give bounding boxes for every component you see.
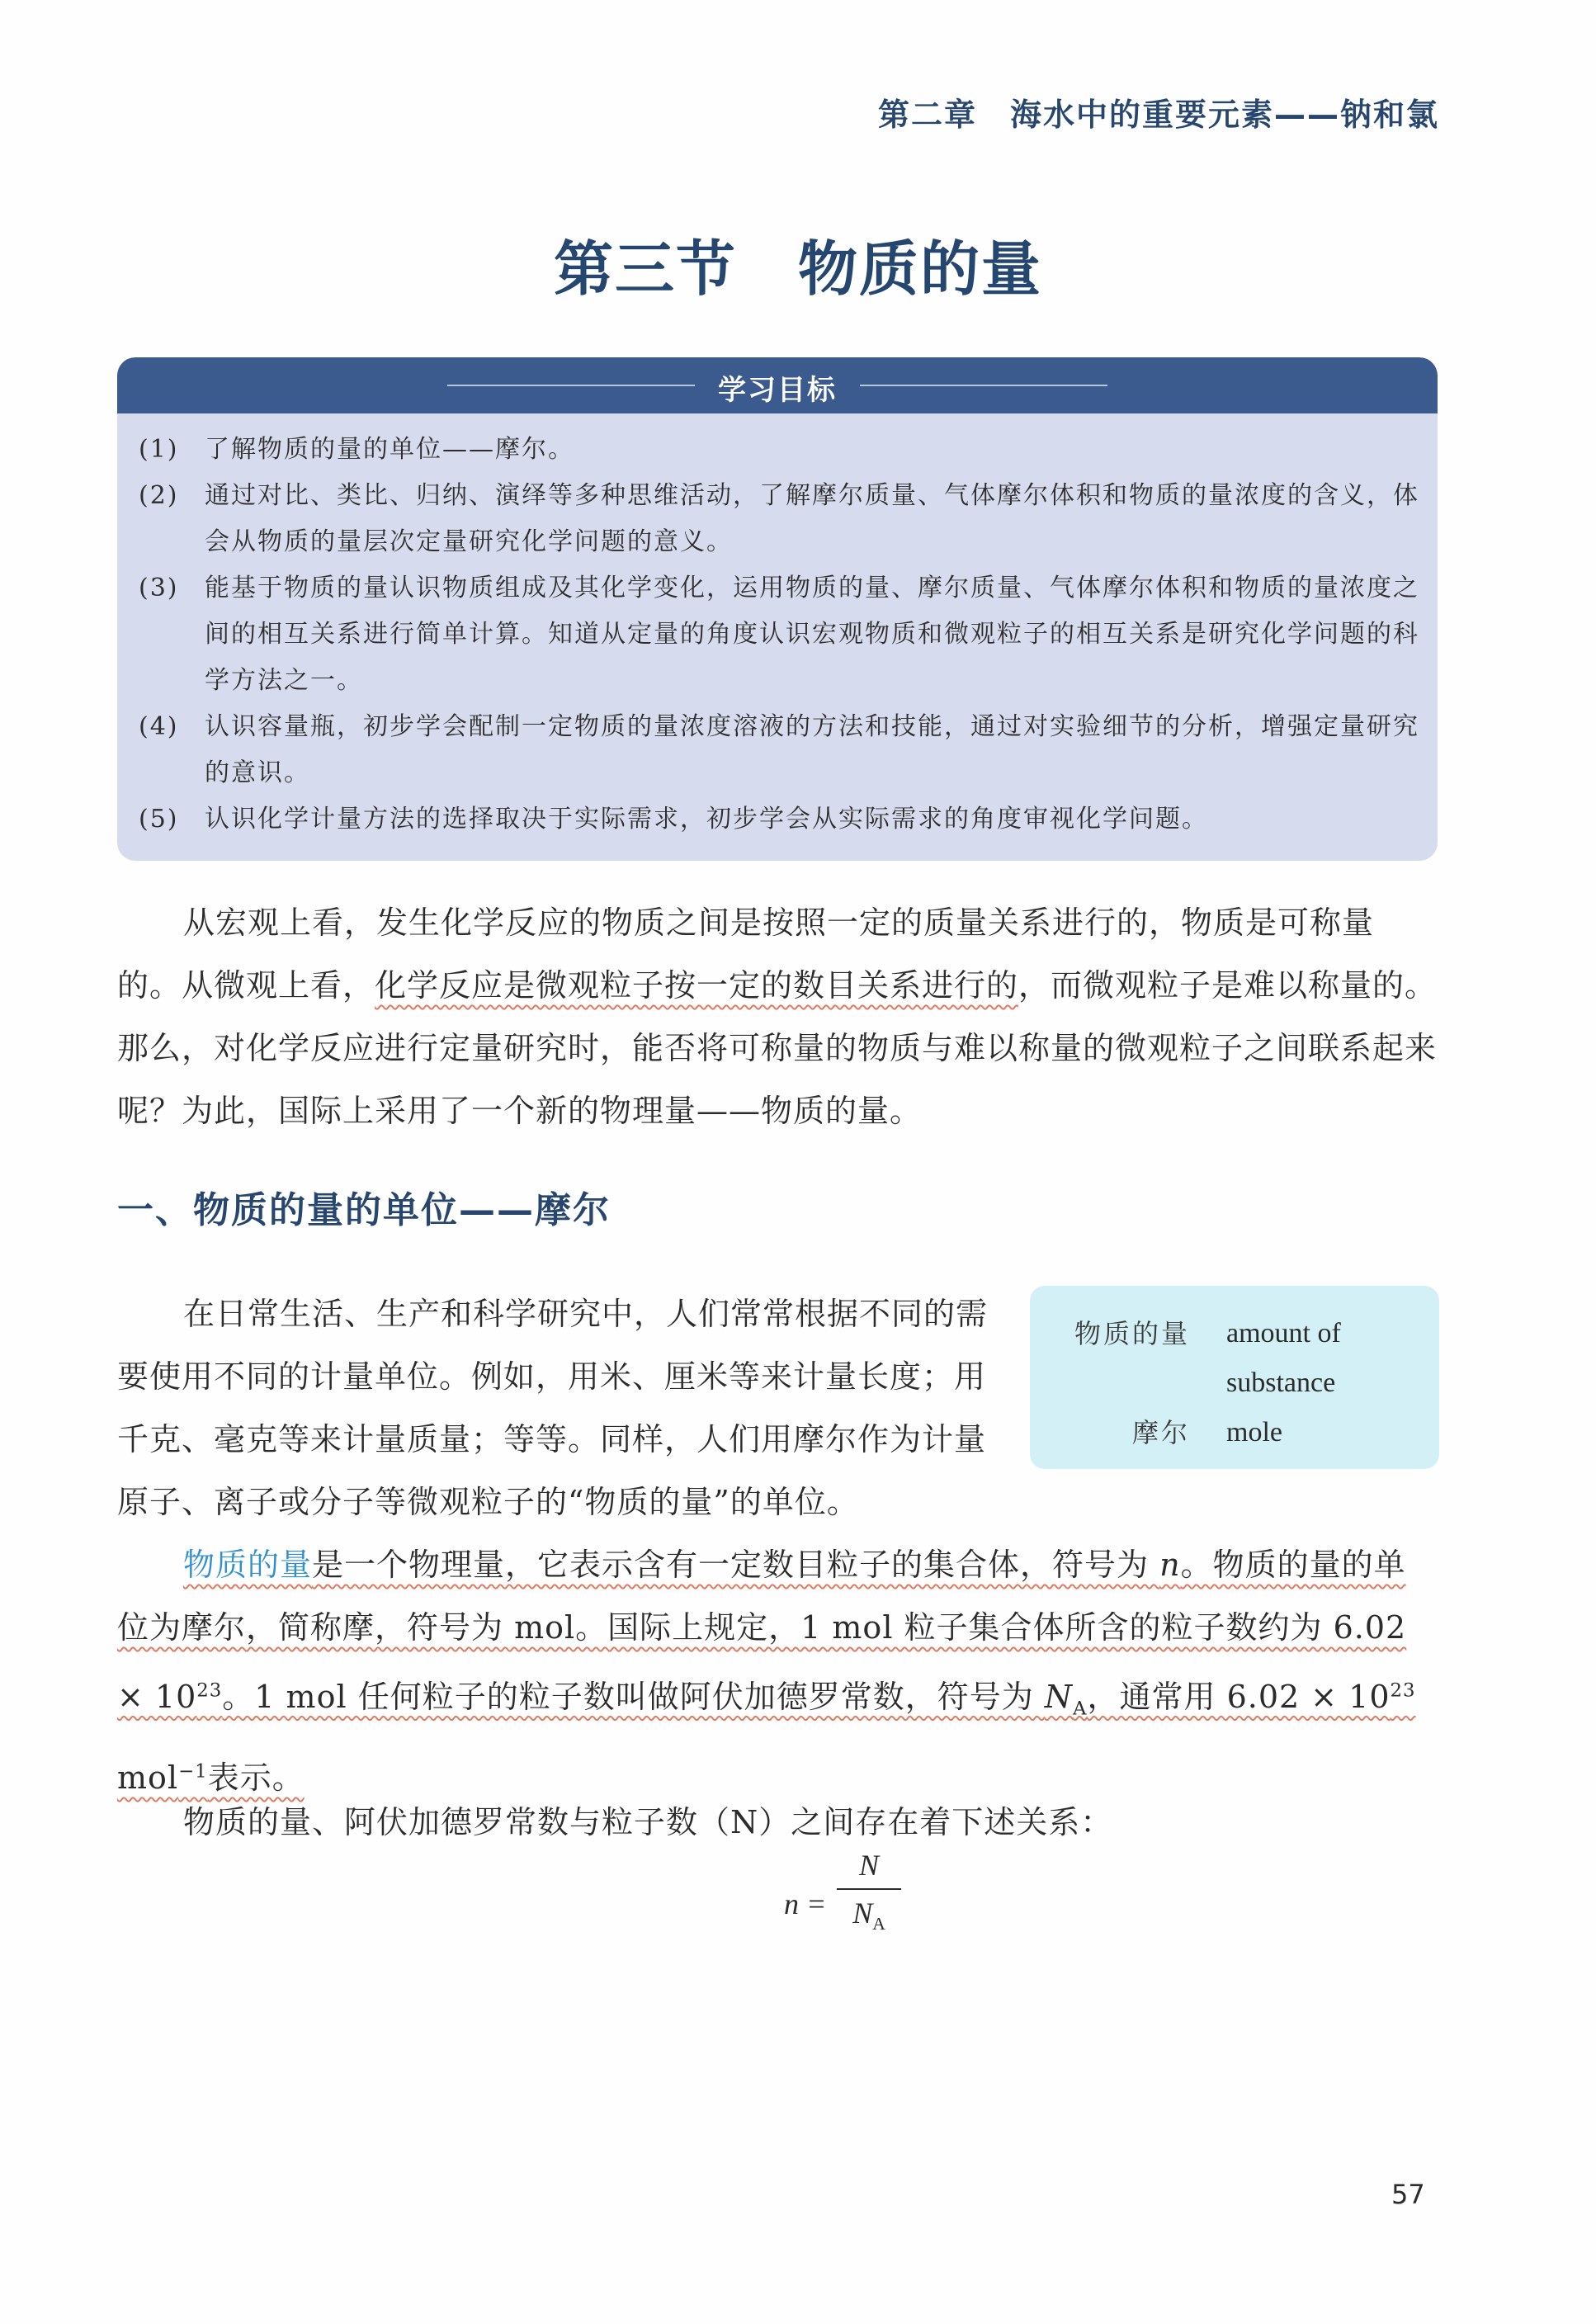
goal-number: (5) (139, 805, 179, 834)
def-part-d: ，通常用 6.02 × 10 (1087, 1678, 1391, 1715)
glossary-row (1030, 1309, 1439, 1358)
goal-number: (1) (139, 435, 179, 464)
formula-denominator (837, 1890, 901, 1936)
goal-text: 认识容量瓶，初步学会配制一定物质的量浓度溶液的方法和技能，通过对实验细节的分析，增强定量研究的意识。 (205, 712, 1419, 787)
formula-numerator: N (858, 1849, 879, 1882)
page-number: 57 (1391, 2179, 1425, 2210)
goal-number: (3) (139, 574, 179, 602)
glossary-cn: 摩尔 (1131, 1417, 1190, 1448)
def-part-c: 。1 mol 任何粒子的粒子数叫做阿伏加德罗常数，符号为 (222, 1678, 1045, 1715)
goal-text: 通过对比、类比、归纳、演绎等多种思维活动，了解摩尔质量、气体摩尔体积和物质的量浓度的含义，体会从物质的量层次定量研究化学问题的意义。 (205, 481, 1419, 556)
intro-paragraph (117, 891, 1438, 1142)
exponent-minus-1: −1 (178, 1760, 208, 1783)
den-sub-A: A (872, 1914, 885, 1934)
goal-item (139, 565, 1421, 704)
goal-text: 认识化学计量方法的选择取决于实际需求，初步学会从实际需求的角度审视化学问题。 (205, 805, 1208, 834)
term-amount-of-substance: 物质的量 (183, 1547, 313, 1583)
formula-fraction (837, 1842, 901, 1936)
goal-item (139, 796, 1421, 843)
exponent-23b: 23 (1390, 1679, 1416, 1701)
section-title: 第三节 物质的量 (553, 234, 1042, 304)
goal-number: (2) (139, 481, 179, 510)
def-part-f: 表示。 (207, 1759, 305, 1796)
symbol-N: N (1044, 1678, 1074, 1715)
heading-mole-unit: 一、物质的量的单位——摩尔 (117, 1189, 611, 1231)
glossary-row (1030, 1408, 1439, 1457)
formula-lhs: n = (784, 1887, 827, 1920)
definition-paragraph (117, 1533, 1438, 1809)
den-N: N (852, 1897, 873, 1930)
units-paragraph: 在日常生活、生产和科学研究中，人们常常根据不同的需要使用不同的计量单位。例如，用米、厘米等来计量长度；用千克、毫克等来计量质量；等等。同样，人们用摩尔作为计量原子、离子或分子等微观粒子的“物质的量”的单位。 (117, 1296, 989, 1520)
exponent-23: 23 (196, 1679, 223, 1701)
intro-emphasis: 化学反应是微观粒子按一定的数目关系进行的 (375, 967, 1019, 1004)
intro-text-a: 从宏观上看，发生化学反应的物质之间是按照一定的质量关系进行的，物质是可称量的。从微观上看， (117, 905, 1375, 1004)
goal-number: (4) (139, 712, 179, 741)
relation-paragraph: 物质的量、阿伏加德罗常数与粒子数（N）之间存在着下述关系： (183, 1804, 1113, 1840)
header-rule-right (860, 385, 1107, 386)
glossary-row (1030, 1358, 1439, 1408)
learning-goals-box (117, 357, 1438, 861)
glossary-box (1030, 1286, 1439, 1469)
def-part-e: mol (117, 1759, 179, 1796)
glossary-en: amount of (1226, 1318, 1341, 1349)
goal-text: 能基于物质的量认识物质组成及其化学变化，运用物质的量、摩尔质量、气体摩尔体积和物质的量浓度之间的相互关系进行简单计算。知道从定量的角度认识宏观物质和微观粒子的相互关系是研究化学问题的科学方法之一。 (205, 574, 1419, 695)
glossary-cn: 物质的量 (1074, 1318, 1190, 1349)
symbol-n: n (1159, 1547, 1181, 1583)
glossary-en: substance (1226, 1367, 1336, 1398)
definition-text (117, 1547, 1416, 1796)
learning-goals-list (139, 427, 1421, 843)
goal-item (139, 427, 1421, 473)
def-part-a: 是一个物理量，它表示含有一定数目粒子的集合体，符号为 (312, 1547, 1160, 1583)
learning-goals-title: 学习目标 (718, 374, 837, 407)
glossary-en: mole (1226, 1417, 1282, 1448)
def-part-b: 。物质的量的单位为摩尔，简称摩，符号为 mol。国际上规定，1 mol 粒子集合体所含的粒子数约为 6.02 × 10 (117, 1547, 1407, 1715)
goal-item (139, 704, 1421, 796)
intro-text-c: ，而微观粒子是难以称量的。那么，对化学反应进行定量研究时，能否将可称量的物质与难以称量的微观粒子之间联系起来呢？为此，国际上采用了一个新的物理量——物质的量。 (117, 967, 1438, 1129)
goal-item (139, 473, 1421, 565)
subscript-A: A (1073, 1698, 1088, 1720)
learning-goals-header (117, 357, 1438, 413)
chapter-header: 第二章 海水中的重要元素——钠和氯 (877, 97, 1439, 133)
goal-text: 了解物质的量的单位——摩尔。 (205, 435, 574, 464)
